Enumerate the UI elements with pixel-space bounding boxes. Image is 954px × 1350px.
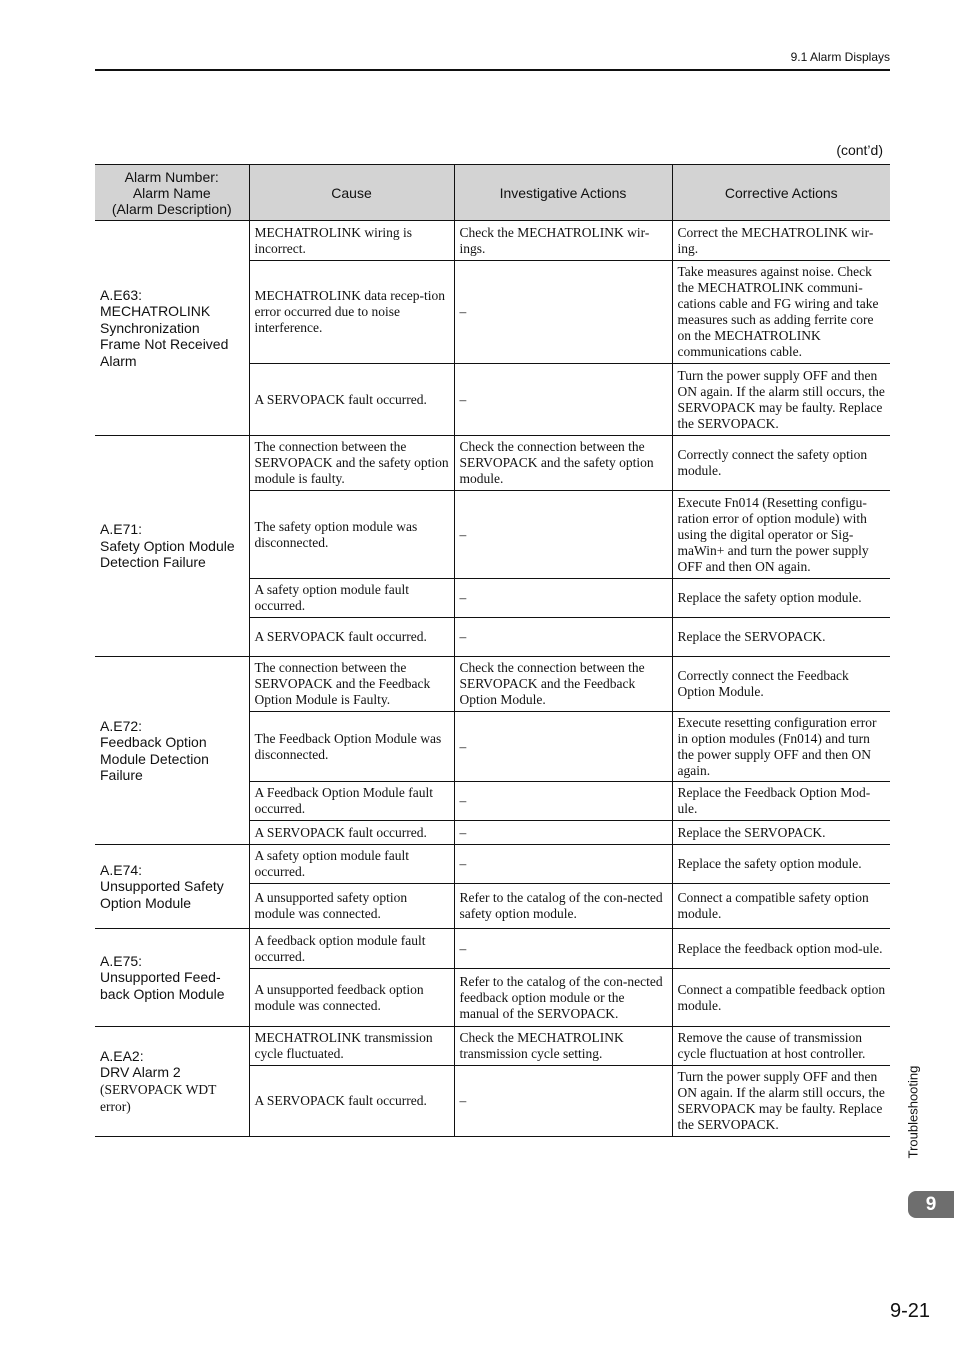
corrective-cell: Replace the Feedback Option Mod-ule.	[672, 782, 890, 821]
side-tab	[905, 1060, 921, 1164]
alarm-name-line: A.E75:	[100, 952, 143, 969]
table-row	[95, 221, 890, 261]
investigative-cell: –	[454, 1066, 672, 1137]
alarm-name-line: Option Module	[100, 894, 192, 911]
table-row	[95, 845, 890, 884]
corrective-cell: Remove the cause of transmission cycle fluctuation at host controller.	[672, 1027, 890, 1066]
investigative-cell: Refer to the catalog of the con-nected safety option module.	[454, 884, 672, 929]
table-body	[95, 221, 890, 1137]
alarm-description-line: (SERVOPACK WDT	[100, 1081, 217, 1097]
alarm-cell	[95, 657, 249, 845]
cause-cell: The safety option module was disconnected.	[249, 491, 454, 579]
investigative-cell: –	[454, 579, 672, 618]
investigative-cell: Check the MECHATROLINK transmission cycle setting.	[454, 1027, 672, 1066]
alarm-name-line: Alarm	[100, 352, 137, 369]
table-row	[95, 436, 890, 491]
investigative-cell: –	[454, 261, 672, 364]
cause-cell: A SERVOPACK fault occurred.	[249, 821, 454, 845]
alarm-name-line: A.E74:	[100, 861, 143, 878]
alarm-name-line: A.EA2:	[100, 1047, 144, 1064]
cause-cell: A unsupported safety option module was connected.	[249, 884, 454, 929]
alarm-name-line: A.E72:	[100, 717, 143, 734]
investigative-cell: –	[454, 821, 672, 845]
corrective-cell: Execute Fn014 (Resetting configu-ration error of option module) with using the digital operator or Sig-maWin+ and turn the power supply OFF and then ON again.	[672, 491, 890, 579]
chapter-tab: 9	[908, 1191, 954, 1218]
corrective-cell: Turn the power supply OFF and then ON again. If the alarm still occurs, the SERVOPACK may be faulty. Replace the SERVOPACK.	[672, 364, 890, 436]
alarm-name-line: Unsupported Safety	[100, 878, 224, 895]
investigative-cell: Check the MECHATROLINK wir-ings.	[454, 221, 672, 261]
cause-cell: A safety option module fault occurred.	[249, 579, 454, 618]
alarm-cell	[95, 1027, 249, 1137]
cause-cell: A feedback option module fault occurred.	[249, 929, 454, 969]
page-number: 9-21	[889, 1300, 930, 1322]
corrective-cell: Correctly connect the safety option module.	[672, 436, 890, 491]
column-header: Corrective Actions	[672, 165, 890, 221]
alarm-name-line: A.E71:	[100, 521, 143, 538]
alarm-cell	[95, 436, 249, 657]
cause-cell: A SERVOPACK fault occurred.	[249, 1066, 454, 1137]
alarm-name-line: DRV Alarm 2	[100, 1064, 181, 1080]
investigative-cell: –	[454, 712, 672, 782]
alarm-name-line: back Option Module	[100, 985, 225, 1002]
cause-cell: A SERVOPACK fault occurred.	[249, 364, 454, 436]
column-header-line: Alarm Number:	[124, 168, 219, 185]
corrective-cell: Connect a compatible safety option module.	[672, 884, 890, 929]
column-header-line: Alarm Name	[132, 184, 211, 201]
table-header-row	[95, 165, 890, 221]
investigative-cell: Check the connection between the SERVOPACK and the Feedback Option Module.	[454, 657, 672, 712]
alarm-table	[95, 164, 890, 1137]
table-row	[95, 657, 890, 712]
investigative-cell: –	[454, 491, 672, 579]
investigative-cell: –	[454, 782, 672, 821]
alarm-name-line: Synchronization	[100, 319, 200, 336]
header-rule	[95, 69, 890, 71]
investigative-cell: –	[454, 845, 672, 884]
investigative-cell: –	[454, 618, 672, 657]
cause-cell: MECHATROLINK data recep-tion error occurred due to noise interference.	[249, 261, 454, 364]
cause-cell: A unsupported feedback option module was connected.	[249, 969, 454, 1027]
running-header: 9.1 Alarm Displays	[790, 50, 890, 64]
investigative-cell: Check the connection between the SERVOPACK and the safety option module.	[454, 436, 672, 491]
corrective-cell: Correctly connect the Feedback Option Module.	[672, 657, 890, 712]
corrective-cell: Replace the SERVOPACK.	[672, 618, 890, 657]
corrective-cell: Replace the feedback option mod-ule.	[672, 929, 890, 969]
cause-cell: A SERVOPACK fault occurred.	[249, 618, 454, 657]
corrective-cell: Take measures against noise. Check the MECHATROLINK communi-cations cable and FG wiring and take measures such as adding ferrite core on the MECHATROLINK communications cable.	[672, 261, 890, 364]
alarm-name-line: Module Detection	[100, 750, 209, 767]
corrective-cell: Turn the power supply OFF and then ON again. If the alarm still occurs, the SERVOPACK may be faulty. Replace the SERVOPACK.	[672, 1066, 890, 1137]
alarm-name-line: Failure	[100, 767, 143, 783]
cause-cell: A Feedback Option Module fault occurred.	[249, 782, 454, 821]
table-row	[95, 1027, 890, 1066]
alarm-cell	[95, 845, 249, 929]
corrective-cell: Replace the SERVOPACK.	[672, 821, 890, 845]
alarm-name-line: MECHATROLINK	[100, 303, 211, 320]
alarm-name-line: Unsupported Feed-	[100, 969, 221, 986]
cause-cell: The connection between the SERVOPACK and the Feedback Option Module is Faulty.	[249, 657, 454, 712]
corrective-cell: Execute resetting configuration error in option modules (Fn014) and turn the power supply OFF and then ON again.	[672, 712, 890, 782]
cause-cell: The connection between the SERVOPACK and the safety option module is faulty.	[249, 436, 454, 491]
alarm-name-line: Feedback Option	[100, 734, 207, 750]
cause-cell: MECHATROLINK wiring is incorrect.	[249, 221, 454, 261]
alarm-name-line: A.E63:	[100, 286, 143, 303]
table-row	[95, 929, 890, 969]
investigative-cell: –	[454, 364, 672, 436]
column-header	[95, 165, 249, 221]
alarm-description-line: error)	[100, 1099, 131, 1114]
alarm-cell	[95, 929, 249, 1027]
alarm-cell	[95, 221, 249, 436]
continued-label: (cont’d)	[836, 142, 883, 158]
column-header: Investigative Actions	[454, 165, 672, 221]
corrective-cell: Correct the MECHATROLINK wir-ing.	[672, 221, 890, 261]
corrective-cell: Replace the safety option module.	[672, 579, 890, 618]
corrective-cell: Connect a compatible feedback option module.	[672, 969, 890, 1027]
side-tab-label: Troubleshooting	[905, 1065, 921, 1159]
corrective-cell: Replace the safety option module.	[672, 845, 890, 884]
cause-cell: MECHATROLINK transmission cycle fluctuated.	[249, 1027, 454, 1066]
alarm-name-line: Frame Not Received	[100, 336, 229, 353]
cause-cell: A safety option module fault occurred.	[249, 845, 454, 884]
column-header: Cause	[249, 165, 454, 221]
investigative-cell: –	[454, 929, 672, 969]
cause-cell: The Feedback Option Module was disconnected.	[249, 712, 454, 782]
alarm-name-line: Detection Failure	[100, 554, 206, 571]
investigative-cell: Refer to the catalog of the con-nected feedback option module or the manual of the SERVOPACK.	[454, 969, 672, 1027]
column-header-line: (Alarm Description)	[111, 200, 232, 217]
alarm-name-line: Safety Option Module	[100, 537, 235, 554]
